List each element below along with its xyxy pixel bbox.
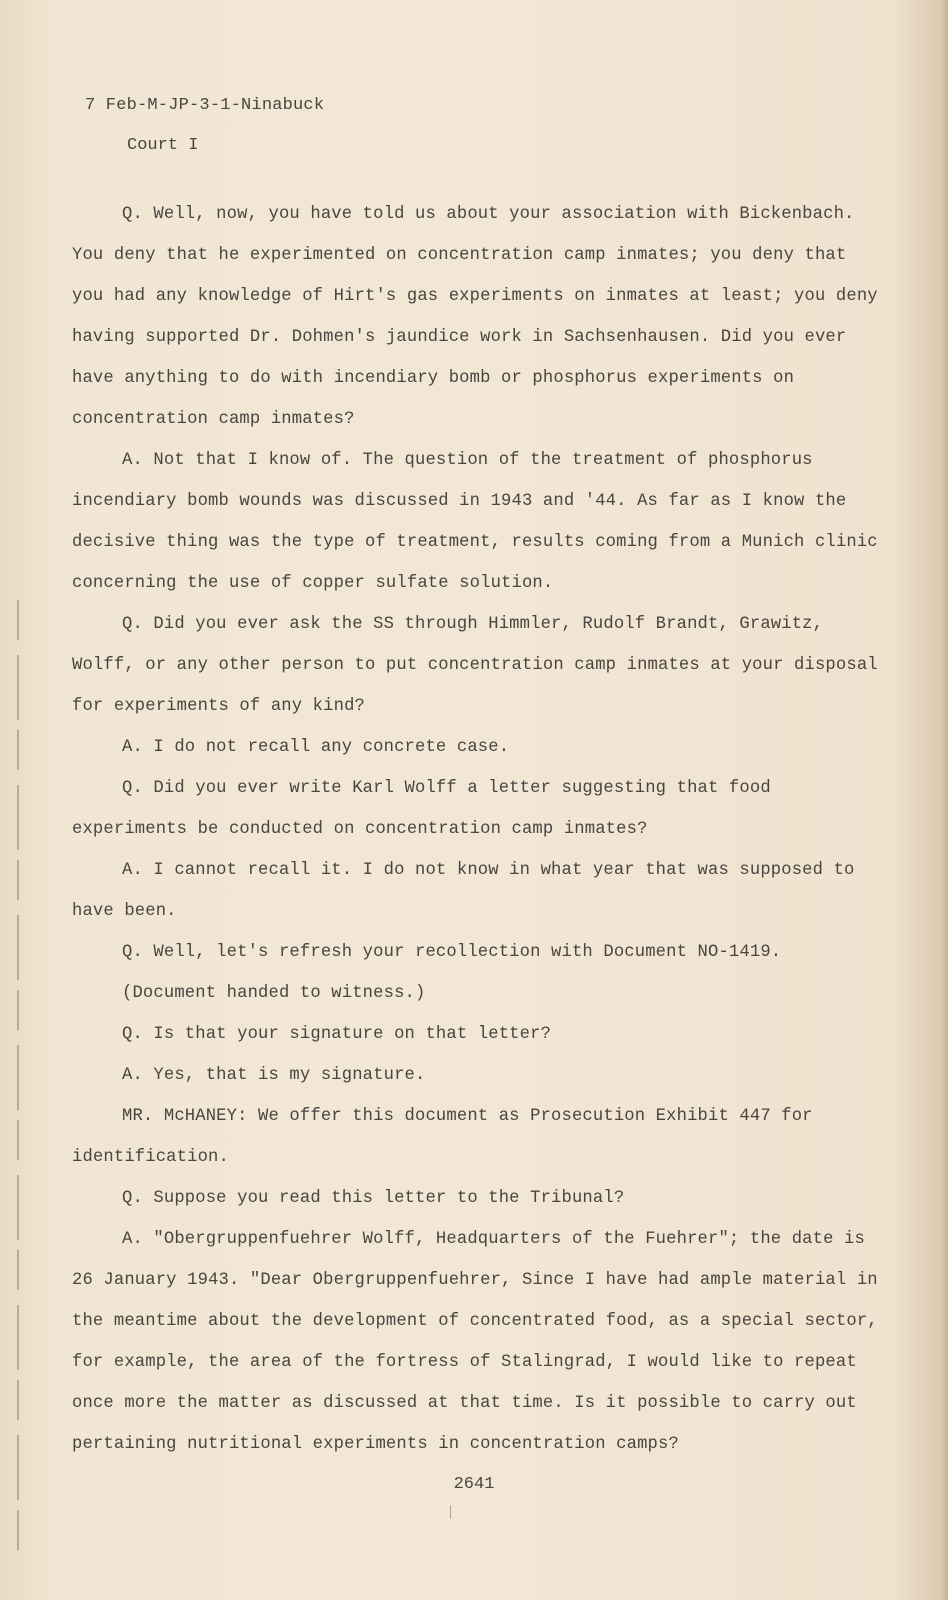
paragraph: Q. Suppose you read this letter to the Tribunal? xyxy=(122,1189,625,1208)
paper-edge xyxy=(938,0,948,1600)
paragraph: Q. Well, now, you have told us about your association with Bickenbach. You deny that he experimented on concentration camp inmates; you deny that you had any knowledge of Hirt's gas experiments on inmates at least; you deny having supported Dr. Dohmen's jaundice work in Sachsenhausen. Did you ever have anything to do with incendiary bomb or phosphorus experiments on concentration camp inmates? xyxy=(72,205,878,429)
page-mark xyxy=(450,1505,451,1519)
page-number: 2641 xyxy=(453,1475,495,1494)
paragraph: A. I cannot recall it. I do not know in what year that was supposed to have been. xyxy=(72,861,855,921)
paragraph: A. Yes, that is my signature. xyxy=(122,1066,426,1085)
paragraph: Q. Well, let's refresh your recollection with Document NO-1419. xyxy=(122,943,782,962)
paragraph: (Document handed to witness.) xyxy=(122,984,426,1003)
paragraph: A. "Obergruppenfuehrer Wolff, Headquarters of the Fuehrer"; the date is 26 January 1943. "Dear Obergruppenfuehrer, Since I have had ample material in the meantime about the development of concentrated food, as a special sector, for example, the area of the fortress of Stalingrad, I would like to repeat once more the matter as discussed at that time. Is it possible to carry out pertaining nutritional experiments in concentration camps? xyxy=(72,1230,878,1454)
paragraph: MR. McHANEY: We offer this document as Prosecution Exhibit 447 for identification. xyxy=(72,1107,813,1167)
paragraph: A. Not that I know of. The question of the treatment of phosphorus incendiary bomb wounds was discussed in 1943 and '44. As far as I know the decisive thing was the type of treatment, results coming from a Munich clinic concerning the use of copper sulfate solution. xyxy=(72,451,878,593)
court-label: Court I xyxy=(127,136,199,155)
paragraph: Q. Is that your signature on that letter? xyxy=(122,1025,552,1044)
paragraph: Q. Did you ever write Karl Wolff a letter suggesting that food experiments be conducted on concentration camp inmates? xyxy=(72,779,771,839)
document-reference: 7 Feb-M-JP-3-1-Ninabuck xyxy=(85,96,325,115)
paragraph: A. I do not recall any concrete case. xyxy=(122,738,510,757)
margin-line xyxy=(17,600,19,1560)
transcript-body xyxy=(72,194,882,1465)
paragraph: Q. Did you ever ask the SS through Himmler, Rudolf Brandt, Grawitz, Wolff, or any other person to put concentration camp inmates at your disposal for experiments of any kind? xyxy=(72,615,878,716)
